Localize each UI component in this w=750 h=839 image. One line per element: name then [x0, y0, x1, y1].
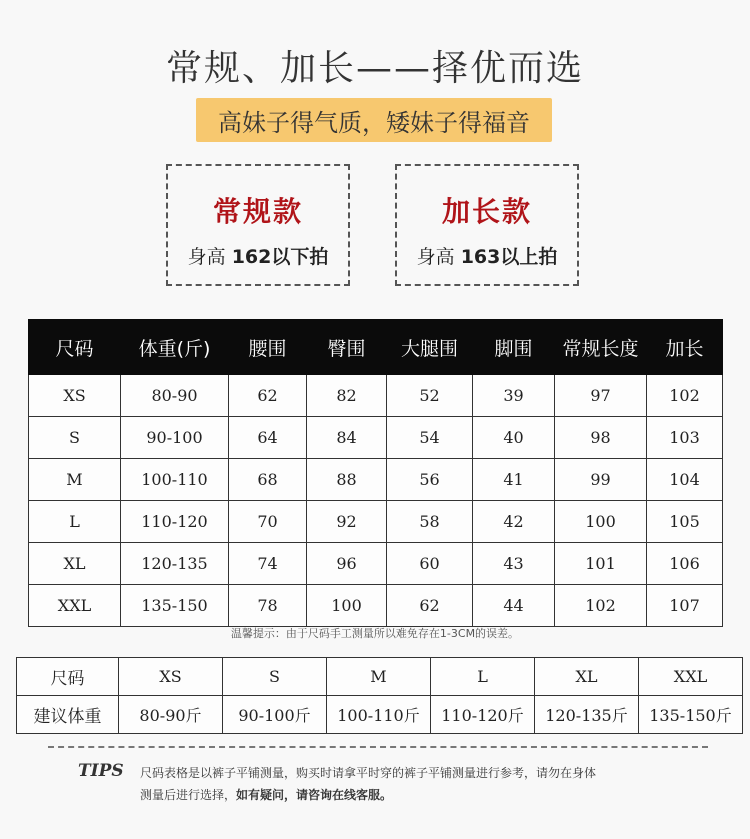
- table-cell: 39: [473, 375, 555, 417]
- table-cell: XL: [29, 543, 121, 585]
- regular-style-name: 常规款: [212, 195, 303, 228]
- table-cell: 120-135: [121, 543, 229, 585]
- height-prefix: 身高: [416, 246, 461, 268]
- table-cell: 84: [307, 417, 387, 459]
- weight-recommendation-table: [16, 657, 743, 734]
- size-chart-table: [28, 319, 723, 627]
- table-row: [17, 658, 743, 696]
- table-cell: M: [327, 658, 431, 696]
- table-cell: 70: [229, 501, 307, 543]
- table-row: [29, 459, 723, 501]
- table-cell: M: [29, 459, 121, 501]
- table-cell: 82: [307, 375, 387, 417]
- table-row: [29, 543, 723, 585]
- tips-line-start: 测量后进行选择，: [140, 788, 237, 802]
- table-cell: S: [29, 417, 121, 459]
- table-cell: 90-100: [121, 417, 229, 459]
- long-style-height: [397, 242, 577, 269]
- column-header: 体重(斤): [121, 320, 229, 375]
- page-title: 常规、加长——择优而选: [165, 48, 584, 89]
- table-cell: 103: [647, 417, 723, 459]
- dashed-divider: [48, 746, 708, 748]
- column-header: 腰围: [229, 320, 307, 375]
- long-style-name: 加长款: [441, 195, 532, 228]
- table-cell: 102: [555, 585, 647, 627]
- column-header: 大腿围: [387, 320, 473, 375]
- table-cell: 100: [307, 585, 387, 627]
- table-cell: 40: [473, 417, 555, 459]
- table-cell: 110-120: [121, 501, 229, 543]
- table-cell: 102: [647, 375, 723, 417]
- regular-style-height: [168, 242, 348, 269]
- table-row: [29, 417, 723, 459]
- table-cell: 100-110: [121, 459, 229, 501]
- table-cell: 64: [229, 417, 307, 459]
- table-cell: 56: [387, 459, 473, 501]
- table-cell: 58: [387, 501, 473, 543]
- table-cell: 41: [473, 459, 555, 501]
- table-cell: 44: [473, 585, 555, 627]
- tips-line-emphasis: 如有疑问，请咨询在线客服。: [236, 788, 393, 802]
- table-cell: 105: [647, 501, 723, 543]
- measurement-note: 温馨提示：由于尺码手工测量所以难免存在1-3CM的误差。: [230, 627, 520, 640]
- table-cell: XS: [29, 375, 121, 417]
- table-cell: L: [29, 501, 121, 543]
- size-chart-header-row: [29, 320, 723, 375]
- height-value: 163以上拍: [460, 246, 558, 268]
- tips-label: TIPS: [78, 761, 124, 781]
- tips-text: [140, 762, 700, 806]
- table-cell: 97: [555, 375, 647, 417]
- column-header: 脚围: [473, 320, 555, 375]
- regular-style-card: [166, 164, 350, 286]
- table-cell: XXL: [29, 585, 121, 627]
- table-row: [29, 585, 723, 627]
- table-cell: 42: [473, 501, 555, 543]
- table-cell: 100-110斤: [327, 696, 431, 734]
- table-cell: 43: [473, 543, 555, 585]
- table-cell: 135-150: [121, 585, 229, 627]
- table-cell: XL: [535, 658, 639, 696]
- table-cell: XXL: [639, 658, 743, 696]
- table-cell: 尺码: [17, 658, 119, 696]
- table-cell: 135-150斤: [639, 696, 743, 734]
- table-cell: 54: [387, 417, 473, 459]
- subtitle-banner: 高妹子得气质，矮妹子得福音: [196, 98, 552, 142]
- table-cell: 106: [647, 543, 723, 585]
- table-cell: 60: [387, 543, 473, 585]
- column-header: 臀围: [307, 320, 387, 375]
- table-cell: XS: [119, 658, 223, 696]
- table-cell: 90-100斤: [223, 696, 327, 734]
- table-cell: 92: [307, 501, 387, 543]
- column-header: 加长: [647, 320, 723, 375]
- table-cell: 74: [229, 543, 307, 585]
- table-cell: S: [223, 658, 327, 696]
- table-cell: 78: [229, 585, 307, 627]
- table-row: [29, 375, 723, 417]
- tips-line: [140, 784, 700, 806]
- table-cell: 80-90斤: [119, 696, 223, 734]
- table-cell: 62: [229, 375, 307, 417]
- column-header: 常规长度: [555, 320, 647, 375]
- table-cell: 101: [555, 543, 647, 585]
- height-prefix: 身高: [187, 246, 232, 268]
- table-cell: 107: [647, 585, 723, 627]
- table-cell: L: [431, 658, 535, 696]
- table-cell: 88: [307, 459, 387, 501]
- table-row: [29, 501, 723, 543]
- tips-line: 尺码表格是以裤子平铺测量，购买时请拿平时穿的裤子平铺测量进行参考，请勿在身体: [140, 766, 597, 780]
- table-row: [17, 696, 743, 734]
- table-cell: 52: [387, 375, 473, 417]
- height-value: 162以下拍: [231, 246, 329, 268]
- table-cell: 120-135斤: [535, 696, 639, 734]
- table-cell: 80-90: [121, 375, 229, 417]
- long-style-card: [395, 164, 579, 286]
- table-cell: 99: [555, 459, 647, 501]
- table-cell: 100: [555, 501, 647, 543]
- table-cell: 110-120斤: [431, 696, 535, 734]
- table-cell: 62: [387, 585, 473, 627]
- table-cell: 68: [229, 459, 307, 501]
- table-cell: 建议体重: [17, 696, 119, 734]
- table-cell: 96: [307, 543, 387, 585]
- column-header: 尺码: [29, 320, 121, 375]
- table-cell: 98: [555, 417, 647, 459]
- table-cell: 104: [647, 459, 723, 501]
